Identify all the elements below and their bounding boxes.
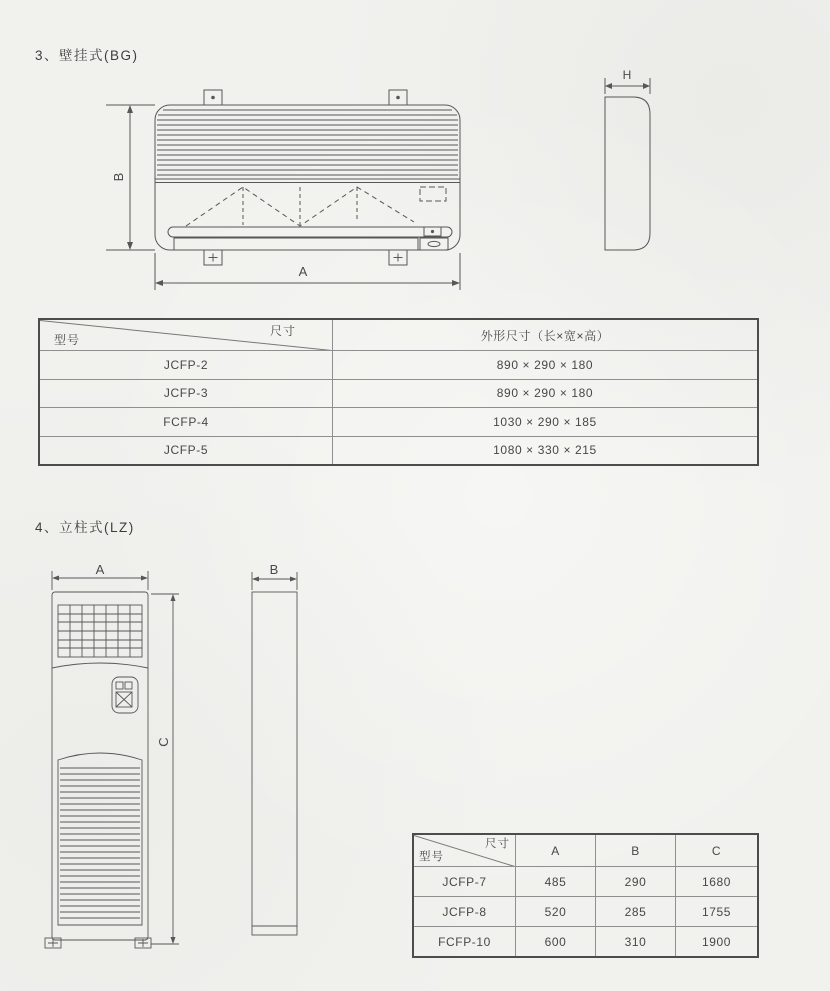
dim-label-b: B [269,562,279,577]
outlet-control-box [420,238,448,250]
dim-label-h: H [622,68,632,82]
air-outlet-bar [168,227,452,237]
column-header-b: B [595,835,675,866]
wall-side-view [605,78,650,250]
switch-dot [431,230,434,233]
control-glyph [428,241,440,246]
dim-label-c: C [156,737,171,747]
floor-side-view [252,572,297,935]
table-cell-b: 285 [595,896,675,926]
swing-verticals [243,187,357,225]
dashed-detail-box [420,187,446,201]
side-body [252,592,297,935]
table-cell-a: 485 [515,866,595,896]
table-cell-c: 1680 [675,866,757,896]
section3-heading: 3、壁挂式(BG) [35,48,139,63]
floor-standing-dimension-table [412,833,759,958]
section4-heading: 4、立柱式(LZ) [35,520,135,535]
dim-label-a: A [95,562,105,577]
swing-lines [186,187,414,226]
table-row-model: JCFP-5 [40,436,332,465]
wall-unit-body [155,105,460,250]
table-row-model: JCFP-2 [40,350,332,379]
wall-front-view [106,90,460,290]
shoulder-curve [52,663,148,668]
outlet-grid-grille [58,605,142,657]
air-outlet-vane [174,238,418,250]
feet [45,938,151,948]
table2-corner-cell [414,835,515,866]
corner-label-model: 型号 [54,333,81,347]
table-cell-a: 600 [515,926,595,956]
side-body [605,97,650,250]
louver-grille [155,110,460,183]
table-row-model: JCFP-8 [414,896,515,926]
wall-mounted-size-table [38,318,759,466]
dim-label-b: B [111,172,126,182]
dim-label-a: A [298,264,308,279]
dimension-c [151,594,179,944]
table-row-model: FCFP-4 [40,407,332,436]
table1-size-header: 外形尺寸（长×宽×高） [332,320,757,350]
wall-mounted-drawing [95,60,695,305]
table-cell-c: 1755 [675,896,757,926]
intake-louver-grille [58,753,142,925]
floor-front-view [45,571,179,948]
floor-standing-drawing [30,555,360,960]
control-panel [112,677,138,713]
corner-label-size: 尺寸 [269,324,296,338]
table-row-size: 1030 × 290 × 185 [332,407,757,436]
table1-corner-cell [40,320,332,350]
table-row-size: 1080 × 330 × 215 [332,436,757,465]
mounting-tabs [204,90,407,265]
corner-label-model: 型号 [419,851,444,863]
table-cell-a: 520 [515,896,595,926]
table-cell-c: 1900 [675,926,757,956]
corner-label-size: 尺寸 [485,838,510,850]
column-header-a: A [515,835,595,866]
dimension-a [155,253,460,290]
table-row-size: 890 × 290 × 180 [332,350,757,379]
table-cell-b: 310 [595,926,675,956]
column-header-c: C [675,835,757,866]
table-row-model: FCFP-10 [414,926,515,956]
table-row-size: 890 × 290 × 180 [332,379,757,408]
table-row-model: JCFP-3 [40,379,332,408]
table-cell-b: 290 [595,866,675,896]
table-row-model: JCFP-7 [414,866,515,896]
